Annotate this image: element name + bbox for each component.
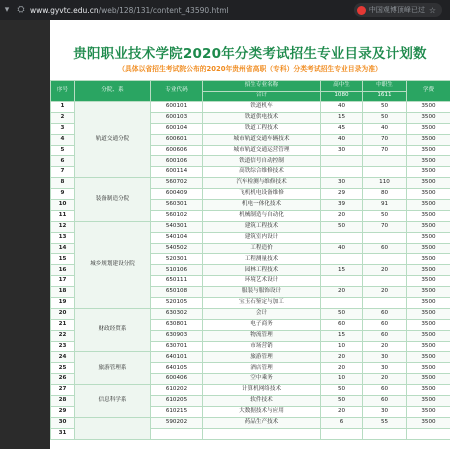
row-secondary: 20 [363, 287, 407, 298]
row-high-school: 20 [321, 210, 363, 221]
page-subtitle: （具体以省招生考试院公布的2020年贵州省高职（专科）分类考试招生专业目录为准） [118, 65, 382, 73]
row-secondary: 60 [363, 330, 407, 341]
row-code: 640101 [151, 352, 203, 363]
row-code: 630302 [151, 308, 203, 319]
row-fee [407, 428, 450, 439]
row-dept: 信息科学系 [75, 385, 151, 418]
row-seq: 22 [51, 330, 75, 341]
row-major-name: 飞机机电设备维修 [203, 189, 321, 200]
row-fee: 3500 [407, 374, 450, 385]
row-high-school: 29 [321, 189, 363, 200]
row-major-name: 机电一体化技术 [203, 200, 321, 211]
row-fee: 3500 [407, 156, 450, 167]
row-seq: 31 [51, 428, 75, 439]
row-major-name: 旅游管理 [203, 352, 321, 363]
row-fee: 3500 [407, 145, 450, 156]
row-major-name: 铁道机车 [203, 102, 321, 113]
row-fee: 3500 [407, 210, 450, 221]
row-secondary: 30 [363, 352, 407, 363]
row-secondary: 80 [363, 189, 407, 200]
row-secondary: 20 [363, 265, 407, 276]
row-seq: 5 [51, 145, 75, 156]
row-code: 540104 [151, 232, 203, 243]
row-major-name: 空中乘务 [203, 374, 321, 385]
row-fee: 3500 [407, 330, 450, 341]
row-major-name: 铁道工程技术 [203, 123, 321, 134]
extension-badge[interactable] [354, 3, 442, 17]
row-seq: 16 [51, 265, 75, 276]
row-seq: 21 [51, 319, 75, 330]
row-high-school: 15 [321, 112, 363, 123]
row-fee: 3500 [407, 123, 450, 134]
table-row [51, 308, 450, 319]
address-bar[interactable] [30, 3, 229, 17]
row-high-school: 30 [321, 178, 363, 189]
bookmark-star-icon[interactable]: ☆ [428, 5, 436, 15]
row-seq: 12 [51, 221, 75, 232]
table-body [51, 102, 450, 440]
tab-menu-icon[interactable]: ▾ [4, 5, 10, 15]
row-secondary: 60 [363, 319, 407, 330]
row-seq: 20 [51, 308, 75, 319]
row-major-name: 药品生产技术 [203, 417, 321, 428]
row-secondary [363, 167, 407, 178]
row-fee: 3500 [407, 265, 450, 276]
row-major-name: 服装与服饰设计 [203, 287, 321, 298]
url-path: /web/128/131/content_43590.html [98, 5, 229, 15]
row-code: 650108 [151, 287, 203, 298]
row-high-school: 10 [321, 341, 363, 352]
header-total-label: 合计 [203, 91, 321, 102]
row-seq: 25 [51, 363, 75, 374]
url-host: www.gyvtc.edu.cn [30, 5, 99, 15]
row-fee: 3500 [407, 406, 450, 417]
row-fee: 3500 [407, 417, 450, 428]
row-seq: 3 [51, 123, 75, 134]
row-code: 540502 [151, 243, 203, 254]
header-dept: 分院、系 [75, 81, 151, 102]
row-code: 630903 [151, 330, 203, 341]
row-major-name: 建筑室内设计 [203, 232, 321, 243]
row-seq: 19 [51, 298, 75, 309]
row-high-school: 20 [321, 287, 363, 298]
row-code: 610215 [151, 406, 203, 417]
row-fee: 3500 [407, 189, 450, 200]
row-fee: 3500 [407, 167, 450, 178]
row-secondary [363, 276, 407, 287]
row-secondary: 91 [363, 200, 407, 211]
row-high-school: 50 [321, 396, 363, 407]
row-fee: 3500 [407, 232, 450, 243]
row-high-school: 10 [321, 374, 363, 385]
row-seq: 7 [51, 167, 75, 178]
row-high-school: 50 [321, 385, 363, 396]
table-row [51, 221, 450, 232]
row-high-school: 20 [321, 406, 363, 417]
row-code: 650111 [151, 276, 203, 287]
row-code: 600106 [151, 156, 203, 167]
row-code: 520301 [151, 254, 203, 265]
page-title: 贵阳职业技术学院2020年分类考试招生专业目录及计划数 [73, 46, 427, 62]
row-high-school [321, 276, 363, 287]
row-fee: 3500 [407, 112, 450, 123]
enrollment-table [50, 80, 450, 440]
row-seq: 8 [51, 178, 75, 189]
row-seq: 10 [51, 200, 75, 211]
row-secondary: 60 [363, 396, 407, 407]
row-code: 610205 [151, 396, 203, 407]
row-major-name [203, 428, 321, 439]
row-fee: 3500 [407, 254, 450, 265]
row-major-name: 软件技术 [203, 396, 321, 407]
row-secondary [363, 298, 407, 309]
row-seq: 26 [51, 374, 75, 385]
row-code: 600103 [151, 112, 203, 123]
row-secondary [363, 428, 407, 439]
table-row [51, 352, 450, 363]
row-high-school [321, 232, 363, 243]
row-high-school: 40 [321, 102, 363, 113]
row-secondary: 40 [363, 123, 407, 134]
row-secondary: 110 [363, 178, 407, 189]
table-row [51, 385, 450, 396]
row-seq: 1 [51, 102, 75, 113]
row-fee: 3500 [407, 134, 450, 145]
header-seq: 序号 [51, 81, 75, 102]
row-secondary: 30 [363, 363, 407, 374]
row-secondary [363, 156, 407, 167]
row-high-school [321, 167, 363, 178]
row-code: 540301 [151, 221, 203, 232]
row-seq: 30 [51, 417, 75, 428]
row-major-name: 城市轨道交通车辆技术 [203, 134, 321, 145]
row-code: 600406 [151, 374, 203, 385]
row-high-school: 15 [321, 330, 363, 341]
row-high-school: 30 [321, 145, 363, 156]
row-seq: 29 [51, 406, 75, 417]
row-high-school: 39 [321, 200, 363, 211]
row-code: 600104 [151, 123, 203, 134]
total-high-school: 1080 [321, 91, 363, 102]
row-high-school [321, 156, 363, 167]
extension-text: 中国观博顶峰已过 [368, 6, 425, 14]
row-fee: 3500 [407, 243, 450, 254]
row-seq: 9 [51, 189, 75, 200]
extension-icon [357, 6, 366, 15]
row-code: 610202 [151, 385, 203, 396]
row-secondary: 60 [363, 243, 407, 254]
row-high-school: 20 [321, 363, 363, 374]
row-major-name: 大数据技术与应用 [203, 406, 321, 417]
row-fee: 3500 [407, 319, 450, 330]
row-major-name: 环境艺术设计 [203, 276, 321, 287]
row-fee: 3500 [407, 308, 450, 319]
row-secondary: 50 [363, 112, 407, 123]
row-code [151, 428, 203, 439]
row-major-name: 会计 [203, 308, 321, 319]
row-code: 510106 [151, 265, 203, 276]
browser-toolbar [0, 0, 450, 20]
row-major-name: 工程测量技术 [203, 254, 321, 265]
row-seq: 14 [51, 243, 75, 254]
row-major-name: 汽车检测与维修技术 [203, 178, 321, 189]
row-dept: 轨道交通分院 [75, 102, 151, 178]
row-major-name: 建筑工程技术 [203, 221, 321, 232]
row-code: 560301 [151, 200, 203, 211]
row-fee: 3500 [407, 221, 450, 232]
row-major-name: 园林工程技术 [203, 265, 321, 276]
row-secondary: 60 [363, 308, 407, 319]
row-major-name: 铁道信号自动控制 [203, 156, 321, 167]
row-high-school: 20 [321, 352, 363, 363]
row-high-school [321, 298, 363, 309]
row-major-name: 酒店管理 [203, 363, 321, 374]
row-seq: 11 [51, 210, 75, 221]
row-code: 600601 [151, 134, 203, 145]
row-dept: 财政经贸系 [75, 308, 151, 352]
row-secondary: 50 [363, 210, 407, 221]
row-major-name: 电子商务 [203, 319, 321, 330]
header-high-school: 高中生 [321, 81, 363, 92]
header-major-name: 招生专业名称 [203, 81, 321, 92]
row-fee: 3500 [407, 178, 450, 189]
row-fee: 3500 [407, 363, 450, 374]
row-fee: 3500 [407, 341, 450, 352]
row-seq: 27 [51, 385, 75, 396]
row-high-school: 50 [321, 308, 363, 319]
row-seq: 2 [51, 112, 75, 123]
row-high-school: 40 [321, 134, 363, 145]
row-dept: 城乡规划建设分院 [75, 221, 151, 308]
row-high-school: 40 [321, 243, 363, 254]
row-secondary: 20 [363, 374, 407, 385]
row-dept [75, 417, 151, 439]
row-seq: 18 [51, 287, 75, 298]
row-secondary: 55 [363, 417, 407, 428]
row-seq: 4 [51, 134, 75, 145]
row-secondary: 70 [363, 145, 407, 156]
row-high-school: 60 [321, 319, 363, 330]
row-seq: 17 [51, 276, 75, 287]
page-content [50, 20, 450, 449]
header-secondary: 中职生 [363, 81, 407, 92]
table-row [51, 417, 450, 428]
row-seq: 13 [51, 232, 75, 243]
row-major-name: 市场营销 [203, 341, 321, 352]
row-secondary: 60 [363, 385, 407, 396]
row-code: 630801 [151, 319, 203, 330]
row-dept: 旅游管理系 [75, 352, 151, 385]
row-code: 520105 [151, 298, 203, 309]
row-code: 600114 [151, 167, 203, 178]
row-code: 600606 [151, 145, 203, 156]
row-secondary: 70 [363, 134, 407, 145]
row-secondary: 70 [363, 221, 407, 232]
row-fee: 3500 [407, 352, 450, 363]
row-code: 630701 [151, 341, 203, 352]
row-high-school: 45 [321, 123, 363, 134]
row-major-name: 高铁综合维修技术 [203, 167, 321, 178]
header-code: 专业代码 [151, 81, 203, 102]
table-row [51, 178, 450, 189]
row-code: 560702 [151, 178, 203, 189]
row-fee: 3500 [407, 287, 450, 298]
row-code: 560102 [151, 210, 203, 221]
row-fee: 3500 [407, 298, 450, 309]
row-secondary: 50 [363, 102, 407, 113]
row-high-school: 50 [321, 221, 363, 232]
row-seq: 28 [51, 396, 75, 407]
header-fee: 学费 [407, 81, 450, 102]
row-major-name: 工程造价 [203, 243, 321, 254]
row-major-name: 物流管理 [203, 330, 321, 341]
row-major-name: 铁道供电技术 [203, 112, 321, 123]
row-secondary: 20 [363, 341, 407, 352]
row-major-name: 计算机网络技术 [203, 385, 321, 396]
row-dept: 装备制造分院 [75, 178, 151, 222]
row-code: 640105 [151, 363, 203, 374]
row-high-school [321, 428, 363, 439]
row-secondary [363, 254, 407, 265]
row-fee: 3500 [407, 385, 450, 396]
row-secondary [363, 232, 407, 243]
row-code: 590202 [151, 417, 203, 428]
row-seq: 24 [51, 352, 75, 363]
row-fee: 3500 [407, 102, 450, 113]
row-major-name: 城市轨道交通运营管理 [203, 145, 321, 156]
row-high-school: 15 [321, 265, 363, 276]
row-seq: 23 [51, 341, 75, 352]
row-major-name: 宝玉石鉴定与加工 [203, 298, 321, 309]
row-fee: 3500 [407, 276, 450, 287]
total-secondary: 1611 [363, 91, 407, 102]
row-high-school [321, 254, 363, 265]
table-row [51, 102, 450, 113]
row-fee: 3500 [407, 396, 450, 407]
row-fee: 3500 [407, 200, 450, 211]
row-seq: 15 [51, 254, 75, 265]
row-code: 600409 [151, 189, 203, 200]
row-code: 600101 [151, 102, 203, 113]
row-secondary: 30 [363, 406, 407, 417]
row-high-school: 6 [321, 417, 363, 428]
site-info-icon[interactable]: ⛭ [17, 5, 25, 15]
row-seq: 6 [51, 156, 75, 167]
row-major-name: 机械制造与自动化 [203, 210, 321, 221]
